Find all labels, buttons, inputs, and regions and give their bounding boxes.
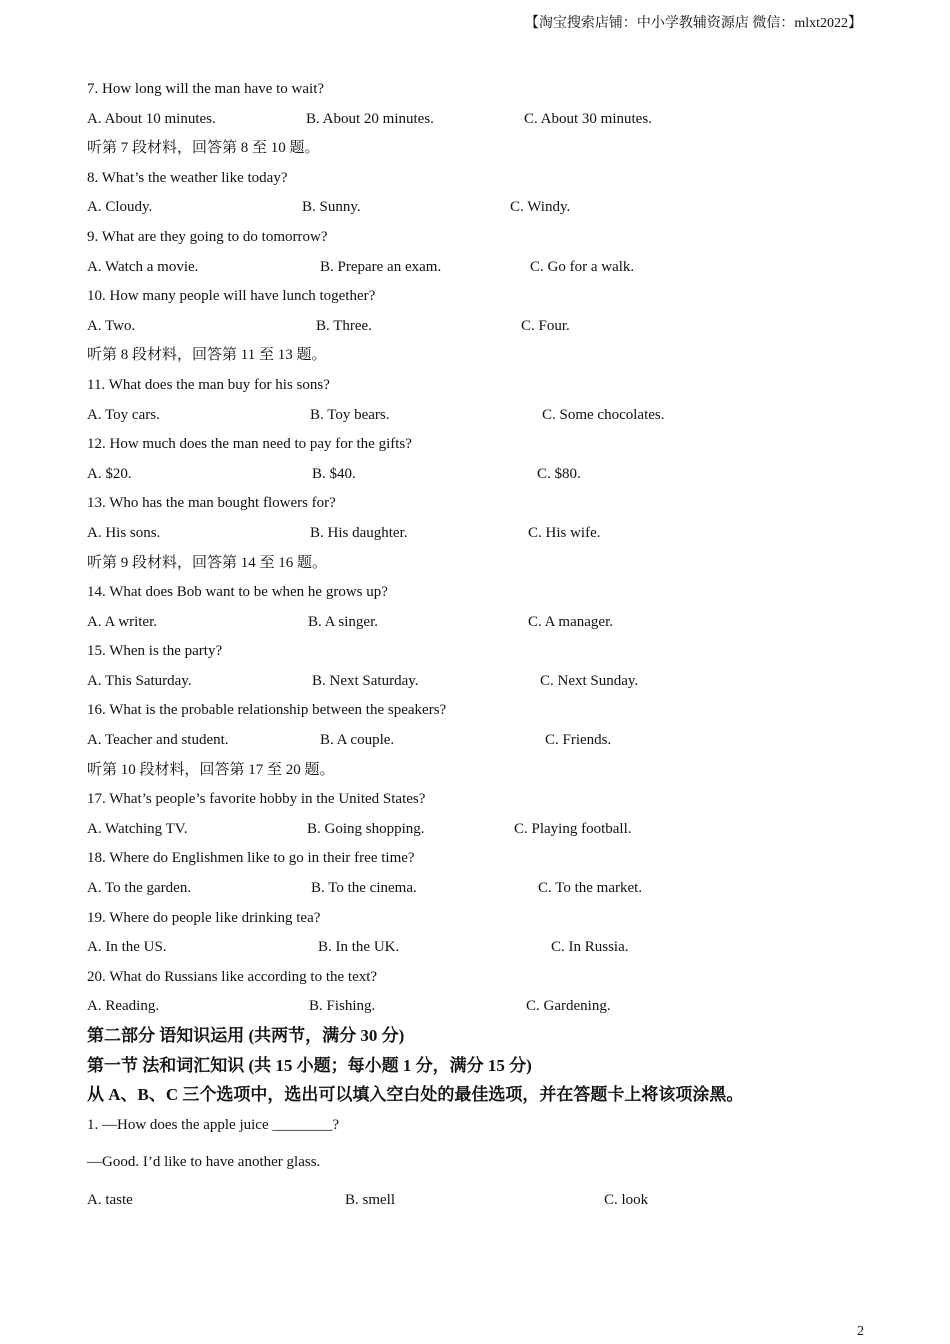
option-a: A. A writer. — [87, 613, 157, 630]
option-b: B. Next Saturday. — [312, 672, 419, 689]
section-heading: 从 A、B、C 三个选项中，选出可以填入空白处的最佳选项，并在答题卡上将该项涂黑。 — [87, 1085, 744, 1105]
question-text: 18. Where do Englishmen like to go in their free time? — [87, 850, 415, 867]
option-c: C. Playing football. — [514, 820, 632, 837]
options-row — [87, 404, 867, 434]
options-row — [87, 1189, 867, 1227]
option-c: C. A manager. — [528, 613, 613, 630]
option-b: B. smell — [345, 1191, 396, 1208]
dialogue-reply: —Good. I’d like to have another glass. — [87, 1154, 321, 1171]
question-text: 13. Who has the man bought flowers for? — [87, 495, 336, 512]
question-text: 7. How long will the man have to wait? — [87, 81, 325, 97]
option-c: C. His wife. — [528, 524, 601, 541]
question-text: 听第 8 段材料，回答第 11 至 13 题。 — [87, 347, 327, 364]
option-c: C. Next Sunday. — [540, 672, 639, 689]
option-a: A. Toy cars. — [87, 406, 160, 423]
option-c: C. About 30 minutes. — [524, 110, 652, 127]
option-c: C. look — [604, 1191, 649, 1208]
section-heading: 第一节 法和词汇知识 (共 15 小题；每小题 1 分，满分 15 分) — [87, 1055, 532, 1075]
question-text: 10. How many people will have lunch together? — [87, 288, 376, 305]
option-a: A. $20. — [87, 465, 132, 482]
option-a: A. Reading. — [87, 998, 160, 1015]
option-c: C. Gardening. — [526, 998, 611, 1015]
question-text: 9. What are they going to do tomorrow? — [87, 228, 328, 245]
option-a: A. Watching TV. — [87, 820, 188, 837]
option-a: A. This Saturday. — [87, 672, 192, 689]
question-text: 8. What’s the weather like today? — [87, 169, 288, 186]
option-b: B. $40. — [312, 465, 356, 482]
question-text: 17. What’s people’s favorite hobby in the United States? — [87, 791, 426, 808]
option-c: C. Four. — [521, 317, 570, 334]
exam-content — [87, 78, 867, 1226]
question-text: 1. —How does the apple juice ________? — [87, 1116, 340, 1133]
option-a: A. Cloudy. — [87, 199, 153, 216]
options-row — [87, 611, 867, 641]
question-list — [87, 78, 867, 1114]
option-a: A. Teacher and student. — [87, 732, 229, 749]
option-b: B. In the UK. — [318, 939, 400, 956]
option-b: B. About 20 minutes. — [306, 110, 434, 127]
page-number: 2 — [857, 1324, 864, 1339]
question-text: 12. How much does the man need to pay for the gifts? — [87, 436, 412, 453]
option-a: A. taste — [87, 1191, 133, 1208]
question-text: 听第 10 段材料，回答第 17 至 20 题。 — [87, 761, 335, 778]
option-b: B. Going shopping. — [307, 820, 425, 837]
options-row — [87, 670, 867, 700]
option-c: C. Windy. — [510, 199, 571, 216]
option-a: A. Watch a movie. — [87, 258, 199, 275]
option-c: C. Go for a walk. — [530, 258, 635, 275]
options-row — [87, 196, 867, 226]
page-header: 【淘宝搜索店铺：中小学教辅资源店 微信：mlxt2022】 — [524, 16, 862, 31]
question-text: 听第 9 段材料，回答第 14 至 16 题。 — [87, 554, 328, 571]
option-a: A. His sons. — [87, 524, 161, 541]
option-a: A. To the garden. — [87, 880, 192, 897]
options-row — [87, 877, 867, 907]
options-row — [87, 936, 867, 966]
option-b: B. A couple. — [320, 732, 395, 749]
question-text: 听第 7 段材料，回答第 8 至 10 题。 — [87, 140, 320, 157]
question-text: 16. What is the probable relationship between the speakers? — [87, 702, 447, 719]
options-row — [87, 108, 867, 138]
options-row — [87, 995, 867, 1025]
options-row — [87, 522, 867, 552]
question-text: 14. What does Bob want to be when he grows up? — [87, 584, 388, 601]
section-heading: 第二部分 语知识运用 (共两节，满分 30 分) — [87, 1026, 405, 1045]
option-b: B. Fishing. — [309, 998, 376, 1015]
option-a: A. Two. — [87, 317, 136, 334]
option-b: B. His daughter. — [310, 524, 408, 541]
option-c: C. Friends. — [545, 732, 612, 749]
option-c: C. In Russia. — [551, 939, 629, 956]
options-row — [87, 256, 867, 286]
option-a: A. About 10 minutes. — [87, 110, 216, 127]
question-text: 20. What do Russians like according to the text? — [87, 968, 378, 985]
options-row — [87, 463, 867, 493]
question-text: 11. What does the man buy for his sons? — [87, 376, 330, 393]
grammar-question-1 — [87, 1114, 867, 1227]
option-b: B. Sunny. — [302, 199, 361, 216]
option-b: B. To the cinema. — [311, 880, 417, 897]
options-row — [87, 315, 867, 345]
option-b: B. Three. — [316, 317, 372, 334]
option-b: B. A singer. — [308, 613, 379, 630]
option-b: B. Toy bears. — [310, 406, 390, 423]
option-c: C. $80. — [537, 465, 581, 482]
option-c: C. To the market. — [538, 880, 643, 897]
question-text: 19. Where do people like drinking tea? — [87, 909, 321, 926]
option-c: C. Some chocolates. — [542, 406, 665, 423]
options-row — [87, 818, 867, 848]
question-text: 15. When is the party? — [87, 643, 223, 660]
option-b: B. Prepare an exam. — [320, 258, 442, 275]
option-a: A. In the US. — [87, 939, 167, 956]
options-row — [87, 729, 867, 759]
